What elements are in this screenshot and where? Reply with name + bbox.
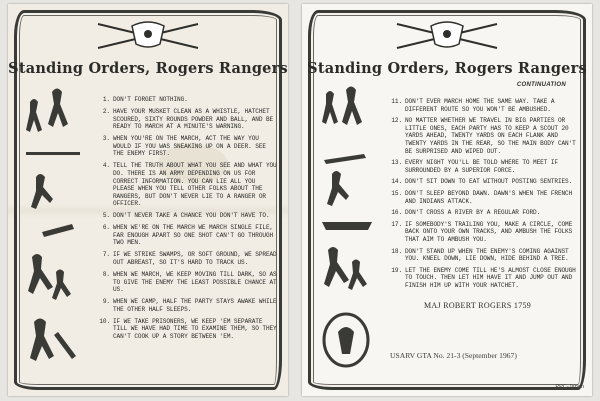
order-text: WHEN WE CAMP, HALF THE PARTY STAYS AWAKE WHILE THE OTHER HALF SLEEPS. bbox=[113, 298, 277, 313]
order-number: 2. bbox=[102, 107, 110, 115]
orders-list-1-10 bbox=[94, 96, 280, 345]
order-text: IF SOMEBODY'S TRAILING YOU, MAKE A CIRCLE, COME BACK ONTO YOUR OWN TRACKS, AND AMBUSH THE FOLKS THAT AIM TO AMBUSH YOU. bbox=[405, 220, 573, 243]
rangers-woodcut-illustration bbox=[22, 82, 84, 382]
order-number: 17. bbox=[391, 220, 402, 228]
publication-reference: USARV GTA No. 21-3 (September 1967) bbox=[390, 351, 517, 360]
orders-list-11-19 bbox=[386, 98, 582, 293]
order-text: EVERY NIGHT YOU'LL BE TOLD WHERE TO MEET IF SURROUNDED BY A SUPERIOR FORCE. bbox=[405, 159, 558, 174]
order-number: 9. bbox=[102, 298, 110, 306]
order-text: WHEN WE MARCH, WE KEEP MOVING TILL DARK, SO AS TO GIVE THE ENEMY THE LEAST POSSIBLE CHANCE AT US. bbox=[113, 271, 277, 294]
order-text: NO MATTER WHETHER WE TRAVEL IN BIG PARTIES OR LITTLE ONES, EACH PARTY HAS TO KEEP A SCOUT 20 YARDS AHEAD, TWENTY YARDS ON EACH FLANK AND TWENTY YARDS IN THE REAR, SO THE MAIN BODY CAN'T BE SURPRISED AND WIPED OUT. bbox=[405, 117, 576, 155]
order-item bbox=[386, 267, 582, 290]
order-number: 10. bbox=[99, 317, 110, 325]
author-signature: MAJ ROBERT ROGERS 1759 bbox=[424, 301, 532, 310]
order-item bbox=[94, 135, 280, 158]
order-number: 7. bbox=[102, 251, 110, 259]
page-title: Standing Orders, Rogers Rangers bbox=[307, 60, 587, 77]
order-text: LET THE ENEMY COME TILL HE'S ALMOST CLOSE ENOUGH TO TOUCH. THEN LET HIM HAVE IT AND JUMP OUT AND FINISH HIM UP WITH YOUR HATCHET. bbox=[405, 266, 576, 289]
order-number: 13. bbox=[391, 159, 402, 167]
standing-orders-card-front bbox=[8, 4, 288, 396]
order-item bbox=[94, 224, 280, 247]
order-text: IF WE TAKE PRISONERS, WE KEEP 'EM SEPARATE TILL WE HAVE HAD TIME TO EXAMINE THEM, SO THEY CAN'T COOK UP A STORY BETWEEN 'EM. bbox=[113, 317, 277, 340]
order-text: HAVE YOUR MUSKET CLEAN AS A WHISTLE, HATCHET SCOURED, SIXTY ROUNDS POWDER AND BALL, AND BE READY TO MARCH AT A MINUTE'S WARNING. bbox=[113, 107, 274, 131]
order-item bbox=[94, 251, 280, 266]
order-number: 19. bbox=[391, 266, 402, 274]
order-number: 18. bbox=[391, 247, 402, 255]
order-text: DON'T SLEEP BEYOND DAWN. DAWN'S WHEN THE FRENCH AND INDIANS ATTACK. bbox=[405, 189, 573, 205]
order-number: 12. bbox=[391, 117, 402, 125]
order-item bbox=[386, 209, 582, 217]
order-item bbox=[94, 96, 280, 104]
order-item bbox=[94, 108, 280, 131]
page-title: Standing Orders, Rogers Rangers bbox=[8, 60, 288, 77]
order-number: 8. bbox=[102, 271, 110, 279]
order-text: TELL THE TRUTH ABOUT WHAT YOU SEE AND WHAT YOU DO. THERE IS AN ARMY DEPENDING ON US FOR CORRECT INFORMATION. YOU CAN LIE ALL YOU PLEASE WHEN YOU TELL OTHER FOLKS ABOUT THE RANGERS, BUT DON'T NEVER LIE TO A RANGER OR OFFICER. bbox=[113, 162, 277, 208]
order-item bbox=[386, 178, 582, 186]
continuation-label: CONTINUATION bbox=[516, 82, 566, 88]
order-text: IF WE STRIKE SWAMPS, OR SOFT GROUND, WE SPREAD OUT ABREAST, SO IT'S HARD TO TRACK US. bbox=[113, 251, 277, 267]
order-item bbox=[94, 162, 280, 208]
order-item bbox=[386, 117, 582, 155]
order-number: 16. bbox=[391, 209, 402, 217]
order-number: 15. bbox=[391, 189, 402, 197]
order-item bbox=[94, 212, 280, 220]
rangers-woodcut-illustration bbox=[316, 82, 378, 382]
order-number: 6. bbox=[102, 224, 110, 232]
order-number: 11. bbox=[391, 98, 402, 105]
order-item bbox=[386, 221, 582, 244]
order-number: 14. bbox=[391, 178, 402, 186]
order-item bbox=[94, 271, 280, 294]
order-number: 4. bbox=[102, 162, 110, 170]
order-item bbox=[386, 159, 582, 174]
order-number: 1. bbox=[102, 96, 110, 103]
order-text: WHEN WE'RE ON THE MARCH WE MARCH SINGLE FILE, FAR ENOUGH APART SO ONE SHOT CAN'T GO THROUGH TWO MEN. bbox=[113, 224, 274, 247]
printer-mark: PPC-Japan bbox=[555, 384, 584, 390]
order-item bbox=[386, 98, 582, 113]
order-item bbox=[94, 318, 280, 341]
order-text: DON'T CROSS A RIVER BY A REGULAR FORD. bbox=[405, 209, 541, 217]
order-item bbox=[386, 190, 582, 205]
order-text: WHEN YOU'RE ON THE MARCH, ACT THE WAY YOU WOULD IF YOU WAS SNEAKING UP ON A DEER. SEE THE ENEMY FIRST. bbox=[113, 135, 266, 158]
order-text: DON'T EVER MARCH HOME THE SAME WAY. TAKE A DIFFERENT ROUTE SO YOU WON'T BE AMBUSHED. bbox=[405, 98, 555, 113]
order-text: DON'T FORGET NOTHING. bbox=[113, 96, 188, 103]
order-text: DON'T STAND UP WHEN THE ENEMY'S COMING AGAINST YOU. KNEEL DOWN, LIE DOWN, HIDE BEHIND A TREE. bbox=[405, 247, 569, 263]
order-number: 5. bbox=[102, 212, 110, 220]
crossed-muskets-emblem-icon bbox=[387, 18, 507, 52]
crossed-muskets-emblem-icon bbox=[88, 18, 208, 52]
order-item bbox=[386, 248, 582, 263]
order-item bbox=[94, 298, 280, 313]
order-text: DON'T SIT DOWN TO EAT WITHOUT POSTING SENTRIES. bbox=[405, 178, 573, 186]
order-number: 3. bbox=[102, 135, 110, 143]
order-text: DON'T NEVER TAKE A CHANCE YOU DON'T HAVE TO. bbox=[113, 212, 270, 220]
standing-orders-card-back bbox=[302, 4, 592, 396]
